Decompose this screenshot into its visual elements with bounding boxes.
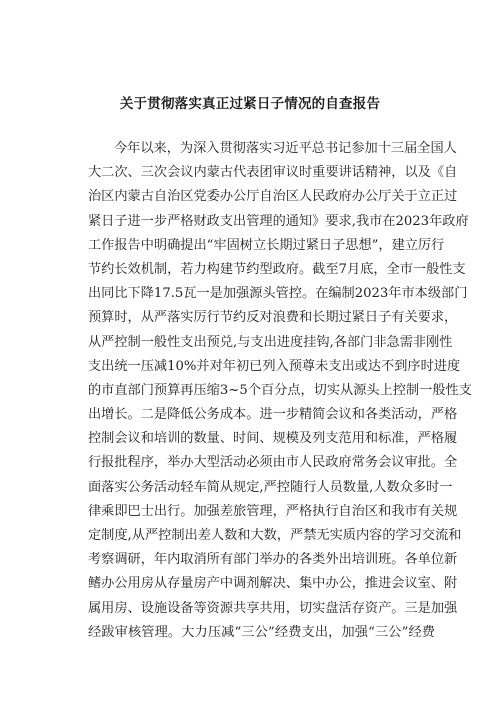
body-line: 从严控制一般性支出预兑,与支出进度挂钩,各部门非急需非刚性 — [88, 334, 453, 350]
body-line: 紧日子进一步严格财政支出管理的通知》要求,我市在2023年政府 — [88, 213, 469, 229]
body-line: 定制度,从严控制出差人数和大数，严禁无实质内容的学习交流和 — [88, 528, 462, 543]
document-body — [88, 137, 472, 645]
body-line: 治区内蒙古自治区党委办公厅自治区人民政府办公厅关于立正过 — [88, 189, 458, 205]
body-line: 行报批程序，举办大型活动必须由市人民政府常务会议审批。全 — [88, 455, 458, 471]
body-line: 律乘即巴士出行。加强差旅管理，严格执行自治区和我市有关规 — [88, 503, 458, 519]
body-line: 经跋审核管理。大力压减“三公”经费支出，加强“三公”经费 — [88, 624, 435, 640]
body-line: 出同比下降17.5瓦一是加强源头管控。在编制2023年市本级部门 — [88, 286, 468, 302]
body-line: 的市直部门预算再压缩3~5个百分点，切实从源头上控制一般性支 — [88, 382, 472, 398]
body-line: 考察调研，年内取消所有部门举办的各类外出培训班。各单位新 — [88, 552, 458, 568]
body-line: 出增长。二是降低公务成本。进一步精简会议和各类活动，严格 — [88, 407, 458, 423]
body-line: 预算时，从严落实厉行节约反对浪费和长期过紧日子有关要求， — [88, 310, 458, 326]
body-line: 今年以来，为深入贯彻落实习近平总书记参加十三届全国人 — [114, 141, 457, 156]
document-title: 关于贯彻落实真正过紧日子情况的自查报告 — [119, 96, 381, 112]
body-line: 支出统一压减10%并对年初已列入预尊未支出或达不到序时进度 — [88, 358, 461, 374]
body-line: 大二次、三次会议内蒙古代表团审议时重要讲话精神，以及《自 — [88, 165, 458, 181]
body-line: 鳍办公用房从存量房产中调剂解决、集中办公，推进会议室、附 — [88, 576, 458, 592]
body-line: 面落实公务活动轻车简从规定,严控随行人员数量,人数众多时一 — [88, 479, 453, 495]
body-line: 控制会议和培训的数量、时间、规模及列支范用和标准，严格履 — [88, 431, 458, 447]
body-line: 属用房、设施设备等资源共享共用，切实盘活存资产。三是加强 — [88, 600, 458, 616]
body-line: 节约长效机制，若力构建节约型政府。截至7月底，全市一般性支 — [88, 261, 466, 277]
body-line: 工作报告中明确提出“牢固树立长期过紧日子思想”，建立厉行 — [88, 237, 445, 253]
